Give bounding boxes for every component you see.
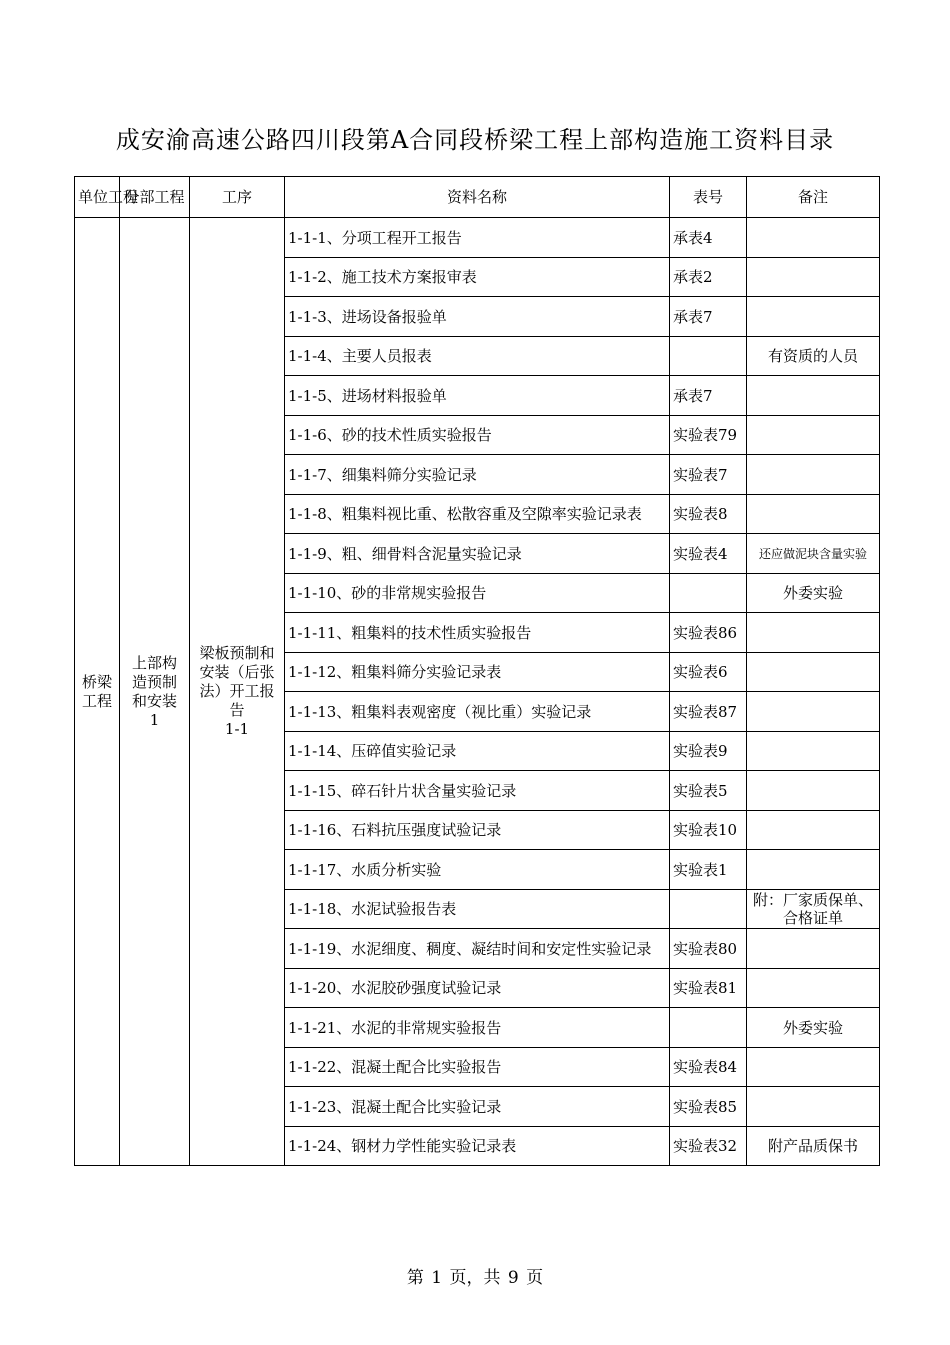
form-number: 实验表10 <box>670 810 747 850</box>
document-name: 1-1-24、钢材力学性能实验记录表 <box>285 1126 670 1166</box>
remark <box>747 415 880 455</box>
document-name: 1-1-21、水泥的非常规实验报告 <box>285 1008 670 1048</box>
document-name: 1-1-19、水泥细度、稠度、凝结时间和安定性实验记录 <box>285 929 670 969</box>
form-number <box>670 573 747 613</box>
footer-mid: 页，共 <box>449 1268 501 1288</box>
remark: 外委实验 <box>747 1008 880 1048</box>
merged-subproject-cell-line: 和安装 <box>131 691 177 710</box>
form-number: 实验表84 <box>670 1047 747 1087</box>
document-name: 1-1-22、混凝土配合比实验报告 <box>285 1047 670 1087</box>
remark <box>747 613 880 653</box>
merged-subproject-cell-line: 上部构 <box>131 653 177 672</box>
remark: 还应做泥块含量实验 <box>747 534 880 574</box>
form-number: 实验表79 <box>670 415 747 455</box>
table-body <box>75 218 880 1166</box>
merged-process-cell-line: 1-1 <box>224 720 250 738</box>
form-number: 实验表8 <box>670 494 747 534</box>
header-remark: 备注 <box>747 177 880 218</box>
merged-process-cell-line: 法）开工报 <box>199 682 275 700</box>
document-name: 1-1-1、分项工程开工报告 <box>285 218 670 258</box>
document-name: 1-1-23、混凝土配合比实验记录 <box>285 1087 670 1127</box>
document-name: 1-1-15、碎石针片状含量实验记录 <box>285 771 670 811</box>
remark: 附产品质保书 <box>747 1126 880 1166</box>
remark: 附：厂家质保单、合格证单 <box>747 889 880 929</box>
remark <box>747 218 880 258</box>
header-process: 工序 <box>190 177 285 218</box>
remark: 外委实验 <box>747 573 880 613</box>
merged-subproject-cell-line: 造预制 <box>131 672 177 691</box>
document-name: 1-1-18、水泥试验报告表 <box>285 889 670 929</box>
table-header-row <box>75 177 880 218</box>
remark <box>747 731 880 771</box>
remark <box>747 297 880 337</box>
merged-subproject-cell-line: 1 <box>149 710 160 729</box>
document-name: 1-1-5、进场材料报验单 <box>285 376 670 416</box>
document-name: 1-1-12、粗集料筛分实验记录表 <box>285 652 670 692</box>
merged-process-cell-line: 安装（后张 <box>199 663 275 681</box>
remark <box>747 1047 880 1087</box>
merged-unit-cell-line: 桥梁 <box>81 672 112 691</box>
document-name: 1-1-8、粗集料视比重、松散容重及空隙率实验记录表 <box>285 494 670 534</box>
form-number: 实验表81 <box>670 968 747 1008</box>
header-subproject: 分部工程 <box>120 177 190 218</box>
form-number: 实验表9 <box>670 731 747 771</box>
form-number: 承表2 <box>670 257 747 297</box>
footer-prefix: 第 <box>406 1268 424 1288</box>
form-number: 实验表87 <box>670 692 747 732</box>
merged-unit-cell <box>75 218 120 1166</box>
remark <box>747 494 880 534</box>
remark <box>747 692 880 732</box>
form-number: 实验表32 <box>670 1126 747 1166</box>
document-name: 1-1-6、砂的技术性质实验报告 <box>285 415 670 455</box>
footer-suffix: 页 <box>526 1268 544 1288</box>
document-name: 1-1-10、砂的非常规实验报告 <box>285 573 670 613</box>
document-name: 1-1-2、施工技术方案报审表 <box>285 257 670 297</box>
header-unit: 单位工程 <box>75 177 120 218</box>
remark <box>747 929 880 969</box>
form-number: 实验表4 <box>670 534 747 574</box>
form-number: 承表7 <box>670 297 747 337</box>
page-footer <box>0 1263 950 1288</box>
form-number: 实验表80 <box>670 929 747 969</box>
remark <box>747 810 880 850</box>
document-name: 1-1-9、粗、细骨料含泥量实验记录 <box>285 534 670 574</box>
remark <box>747 1087 880 1127</box>
remark: 有资质的人员 <box>747 336 880 376</box>
table-row <box>75 218 880 258</box>
merged-process-cell-line: 梁板预制和 <box>199 644 275 662</box>
merged-subproject-cell <box>120 218 190 1166</box>
remark <box>747 257 880 297</box>
document-name: 1-1-17、水质分析实验 <box>285 850 670 890</box>
document-name: 1-1-14、压碎值实验记录 <box>285 731 670 771</box>
remark <box>747 968 880 1008</box>
merged-unit-cell-line: 工程 <box>81 691 112 710</box>
form-number <box>670 1008 747 1048</box>
remark <box>747 376 880 416</box>
remark <box>747 771 880 811</box>
document-name: 1-1-16、石料抗压强度试验记录 <box>285 810 670 850</box>
header-form-no: 表号 <box>670 177 747 218</box>
document-name: 1-1-7、细集料筛分实验记录 <box>285 455 670 495</box>
header-name: 资料名称 <box>285 177 670 218</box>
remark <box>747 652 880 692</box>
document-name: 1-1-11、粗集料的技术性质实验报告 <box>285 613 670 653</box>
form-number: 实验表7 <box>670 455 747 495</box>
form-number <box>670 336 747 376</box>
remark <box>747 850 880 890</box>
footer-page: 1 <box>431 1268 443 1288</box>
document-name: 1-1-13、粗集料表观密度（视比重）实验记录 <box>285 692 670 732</box>
form-number: 承表7 <box>670 376 747 416</box>
document-name: 1-1-20、水泥胶砂强度试验记录 <box>285 968 670 1008</box>
page-title: 成安渝高速公路四川段第A合同段桥梁工程上部构造施工资料目录 <box>115 126 835 154</box>
document-name: 1-1-4、主要人员报表 <box>285 336 670 376</box>
catalog-table <box>74 176 880 1166</box>
remark <box>747 455 880 495</box>
form-number: 实验表6 <box>670 652 747 692</box>
form-number: 承表4 <box>670 218 747 258</box>
footer-total: 9 <box>507 1268 519 1288</box>
form-number: 实验表86 <box>670 613 747 653</box>
merged-process-cell <box>190 218 285 1166</box>
merged-process-cell-line: 告 <box>229 701 245 719</box>
document-name: 1-1-3、进场设备报验单 <box>285 297 670 337</box>
form-number: 实验表85 <box>670 1087 747 1127</box>
form-number: 实验表5 <box>670 771 747 811</box>
form-number <box>670 889 747 929</box>
form-number: 实验表1 <box>670 850 747 890</box>
